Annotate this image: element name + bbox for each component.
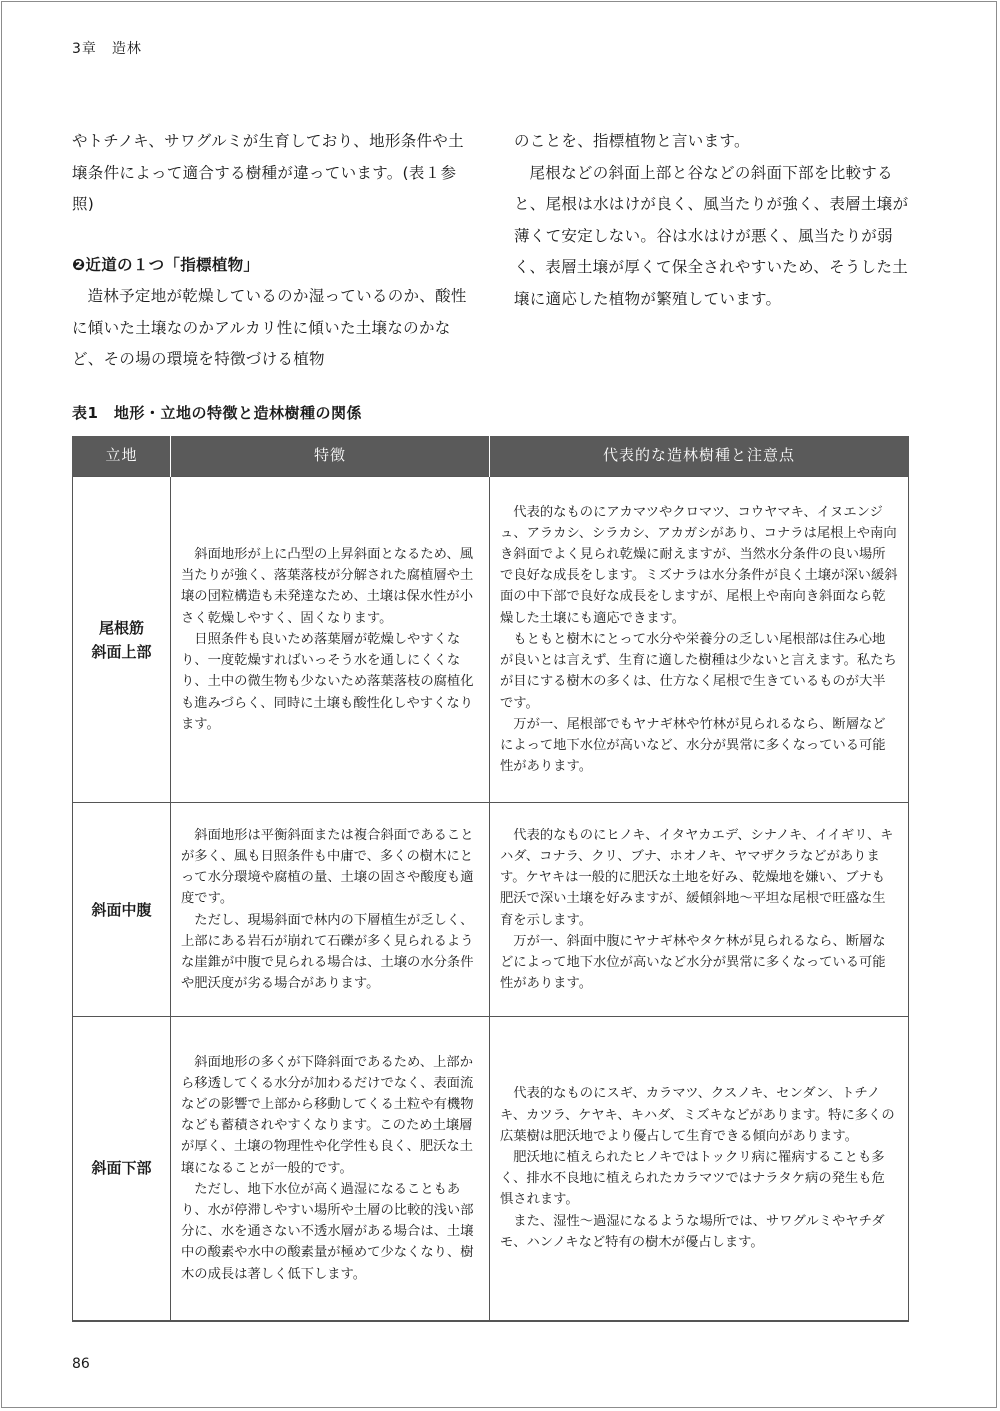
species-text: 代表的なものにアカマツやクロマツ、コウヤマキ、イヌエンジュ、アラカシ、シラカシ、アカガシがあり、コナラは尾根上や南向き斜面でよく見られ乾燥に耐えますが、当然水分条件の良い場所で良好な成長をします。ミズナラは水分条件が良く土壌が深い緩斜面の中下部で良好な成長をしますが、尾根上や南向き斜面なら乾燥した土壌にも適応できます。 bbox=[500, 504, 898, 626]
location-label: 斜面下部 bbox=[91, 1159, 152, 1178]
header-species: 代表的な造林樹種と注意点 bbox=[490, 436, 909, 477]
header-feature: 特徴 bbox=[171, 436, 490, 477]
species-text: 肥沃地に植えられたヒノキではトックリ病に罹病することも多く、排水不良地に植えられたカラマツではナラタケ病の発生も危惧されます。 bbox=[500, 1150, 885, 1208]
species-cell bbox=[490, 803, 909, 1017]
feature-text: ただし、地下水位が高く過湿になることもあり、水が停滞しやすい場所や土層の比較的浅い部分に、水を通さない不透水層がある場合は、土壌中の酸素や水中の酸素量が極めて少なくなり、樹木の成長は著しく低下します。 bbox=[181, 1181, 474, 1282]
terrain-table bbox=[72, 436, 909, 1322]
right-column bbox=[514, 126, 910, 315]
left-column bbox=[72, 126, 468, 376]
species-text: 代表的なものにヒノキ、イタヤカエデ、シナノキ、イイギリ、キハダ、コナラ、クリ、ブナ、ホオノキ、ヤマザクラなどがあります。ケヤキは一般的に肥沃な土地を好み、乾燥地を嫌い、ブナも肥沃で深い土壌を好みますが、緩傾斜地～平坦な尾根で旺盛な生育を示します。 bbox=[500, 827, 894, 928]
location-cell bbox=[73, 1017, 171, 1321]
species-text: 万が一、斜面中腹にヤナギ林やタケ林が見られるなら、断層などによって地下水位が高いなど水分が異常に多くなっている可能性があります。 bbox=[500, 933, 886, 992]
feature-text: 斜面地形の多くが下降斜面であるため、上部から移透してくる水分が加わるだけでなく、表面流などの影響で上部から移動してくる土粒や有機物なども蓄積されやすくなります。このため土壌層が厚く、土壌の物理性や化学性も良く、肥沃な土壌になることが一般的です。 bbox=[181, 1054, 474, 1176]
right-paragraph-2: 尾根などの斜面上部と谷などの斜面下部を比較すると、尾根は水はけが良く、風当たりが強く、表層土壌が薄くて安定しない。谷は水はけが悪く、風当たりが弱く、表層土壌が厚くて保全されやすいため、そうした土壌に適応した植物が繁殖しています。 bbox=[514, 163, 909, 308]
feature-text: ただし、現場斜面で林内の下層植生が乏しく、上部にある岩石が崩れて石礫が多く見られるような崖錐が中腹で見られる場合は、土壌の水分条件や肥沃度が劣る場合があります。 bbox=[181, 912, 474, 992]
species-text: 万が一、尾根部でもヤナギ林や竹林が見られるなら、断層などによって地下水位が高いなど、水分が異常に多くなっている可能性があります。 bbox=[500, 716, 886, 775]
page-number: 86 bbox=[72, 1356, 90, 1372]
location-label: 尾根筋 bbox=[98, 618, 144, 637]
section-heading: ❷近道の１つ「指標植物」 bbox=[72, 255, 260, 274]
location-label: 斜面上部 bbox=[91, 642, 152, 661]
feature-cell bbox=[171, 803, 490, 1017]
species-text: また、湿性～過湿になるような場所では、サワグルミやヤチダモ、ハンノキなど特有の樹木が優占します。 bbox=[500, 1213, 885, 1250]
table-header-row bbox=[73, 436, 909, 477]
table-row bbox=[73, 803, 909, 1017]
feature-cell bbox=[171, 477, 490, 803]
feature-text: 日照条件も良いため落葉層が乾燥しやすくなり、一度乾燥すればいっそう水を通しにくくなり、土中の微生物も少ないため落葉落枝の腐植化も進みづらく、同時に土壌も酸性化しやすくなります。 bbox=[181, 631, 474, 732]
location-label: 斜面中腹 bbox=[91, 900, 152, 919]
species-text: 代表的なものにスギ、カラマツ、クスノキ、センダン、トチノキ、カツラ、ケヤキ、キハダ、ミズキなどがあります。特に多くの広葉樹は肥沃地でより優占して生育できる傾向があります。 bbox=[500, 1086, 895, 1144]
left-paragraph-1: やトチノキ、サワグルミが生育しており、地形条件や土壌条件によって適合する樹種が違っています。(表１参照) bbox=[72, 132, 464, 213]
table-caption: 表1 地形・立地の特徴と造林樹種の関係 bbox=[72, 404, 362, 422]
feature-text: 斜面地形が上に凸型の上昇斜面となるため、風当たりが強く、落葉落枝が分解された腐植層や土壌の団粒構造も未発達なため、土壌は保水性が小さく乾燥しやすく、固くなります。 bbox=[181, 547, 474, 626]
location-cell bbox=[73, 477, 171, 803]
feature-text: 斜面地形は平衡斜面または複合斜面であることが多く、風も日照条件も中庸で、多くの樹木にとって水分環境や腐植の量、土壌の固さや酸度も適度です。 bbox=[181, 827, 474, 907]
species-cell bbox=[490, 1017, 909, 1321]
species-cell bbox=[490, 477, 909, 803]
table-row bbox=[73, 1017, 909, 1321]
species-text: もともと樹木にとって水分や栄養分の乏しい尾根部は住み心地が良いとは言えず、生育に適した樹種は少ないと言えます。私たちが目にする樹木の多くは、仕方なく尾根で生きているものが大半です。 bbox=[500, 631, 897, 711]
chapter-header: 3章 造林 bbox=[72, 41, 142, 57]
header-location: 立地 bbox=[73, 436, 171, 477]
table-row bbox=[73, 477, 909, 803]
location-cell bbox=[73, 803, 171, 1017]
right-paragraph-1: のことを、指標植物と言います。 bbox=[514, 132, 750, 150]
left-paragraph-2: 造林予定地が乾燥しているのか湿っているのか、酸性に傾いた土壌なのかアルカリ性に傾いた土壌なのかなど、その場の環境を特徴づける植物 bbox=[72, 287, 467, 368]
feature-cell bbox=[171, 1017, 490, 1321]
